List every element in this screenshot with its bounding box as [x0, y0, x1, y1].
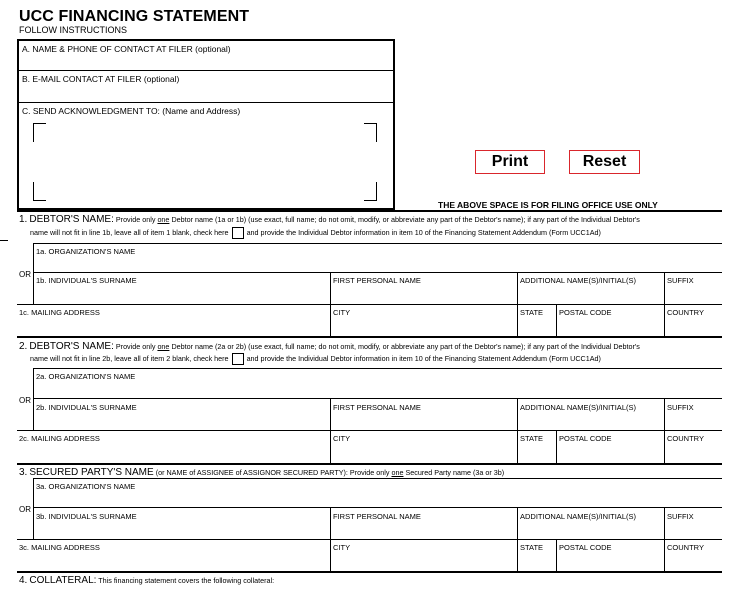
debtor1-checkbox[interactable] — [232, 227, 244, 239]
row-line — [33, 243, 722, 244]
section-divider — [17, 210, 722, 212]
debtor1-mailing-label: 1c. MAILING ADDRESS — [19, 308, 100, 317]
col-line — [517, 272, 518, 304]
secured-country-label: COUNTRY — [667, 543, 704, 552]
corner-mark-tr — [364, 123, 377, 142]
row-line — [33, 368, 722, 369]
filer-box — [17, 39, 395, 210]
debtor2-org-label: 2a. ORGANIZATION'S NAME — [36, 372, 136, 381]
debtor2-country-label: COUNTRY — [667, 434, 704, 443]
or-label: OR — [19, 270, 31, 279]
col-line — [330, 272, 331, 304]
debtor2-additional-label: ADDITIONAL NAME(S)/INITIAL(S) — [520, 403, 636, 412]
col-line — [517, 507, 518, 539]
reset-button[interactable]: Reset — [569, 150, 640, 174]
follow-instructions: FOLLOW INSTRUCTIONS — [19, 25, 128, 35]
debtor1-additional-label: ADDITIONAL NAME(S)/INITIAL(S) — [520, 276, 636, 285]
filer-line-b — [19, 102, 393, 103]
filer-email-label: B. E-MAIL CONTACT AT FILER (optional) — [22, 74, 180, 84]
secured-first-label: FIRST PERSONAL NAME — [333, 512, 421, 521]
secured-city-label: CITY — [333, 543, 351, 552]
col-line — [330, 507, 331, 539]
col-line — [556, 430, 557, 463]
or-label: OR — [19, 505, 31, 514]
col-line — [330, 398, 331, 430]
col-line — [556, 539, 557, 571]
debtor2-surname-label: 2b. INDIVIDUAL'S SURNAME — [36, 403, 137, 412]
col-line — [664, 507, 665, 539]
debtor2-instructions-2: name will not fit in line 2b, leave all of item 2 blank, check here and provide the Individual Debtor information in item 10 of the Financing Statement Addendum (Form UCC1Ad) — [30, 353, 601, 365]
secured-suffix-label: SUFFIX — [667, 512, 694, 521]
form-title: UCC FINANCING STATEMENT — [19, 8, 250, 25]
section-divider — [17, 571, 722, 573]
debtor1-state-label: STATE — [520, 308, 544, 317]
col-line — [330, 430, 331, 463]
filer-line-a — [19, 70, 393, 71]
row-line — [17, 304, 722, 305]
debtor1-surname-label: 1b. INDIVIDUAL'S SURNAME — [36, 276, 137, 285]
debtor1-city-label: CITY — [333, 308, 351, 317]
margin-tick — [0, 240, 8, 241]
row-line — [17, 539, 722, 540]
debtor1-instructions: 1. DEBTOR'S NAME: Provide only one Debtor name (1a or 1b) (use exact, full name; do not omit, modify, or abbreviate any part of the Debtor's name); if any part of the Individual Debtor's — [19, 214, 640, 225]
col-line — [664, 304, 665, 336]
col-line — [330, 304, 331, 336]
secured-mailing-label: 3c. MAILING ADDRESS — [19, 543, 100, 552]
row-line — [33, 398, 722, 399]
row-line — [17, 430, 722, 431]
debtor2-state-label: STATE — [520, 434, 544, 443]
row-line — [33, 507, 722, 508]
debtor2-mailing-label: 2c. MAILING ADDRESS — [19, 434, 100, 443]
row-line — [33, 478, 722, 479]
col-line — [664, 398, 665, 430]
row-line-v — [33, 243, 34, 304]
debtor2-instructions: 2. DEBTOR'S NAME: Provide only one Debtor name (2a or 2b) (use exact, full name; do not omit, modify, or abbreviate any part of the Debtor's name); if any part of the Individual Debtor's — [19, 341, 640, 352]
secured-additional-label: ADDITIONAL NAME(S)/INITIAL(S) — [520, 512, 636, 521]
or-label: OR — [19, 396, 31, 405]
secured-org-label: 3a. ORGANIZATION'S NAME — [36, 482, 136, 491]
debtor1-instructions-2: name will not fit in line 1b, leave all of item 1 blank, check here and provide the Individual Debtor information in item 10 of the Financing Statement Addendum (Form UCC1Ad) — [30, 227, 601, 239]
ack-address-field[interactable] — [29, 121, 381, 203]
debtor1-postal-label: POSTAL CODE — [559, 308, 612, 317]
debtor2-first-label: FIRST PERSONAL NAME — [333, 403, 421, 412]
collateral-instructions: 4. COLLATERAL: This financing statement covers the following collateral: — [19, 575, 275, 586]
secured-postal-label: POSTAL CODE — [559, 543, 612, 552]
debtor2-checkbox[interactable] — [232, 353, 244, 365]
row-line — [33, 272, 722, 273]
corner-mark-tl — [33, 123, 46, 142]
col-line — [664, 272, 665, 304]
debtor2-suffix-label: SUFFIX — [667, 403, 694, 412]
col-line — [556, 304, 557, 336]
col-line — [517, 398, 518, 430]
debtor2-postal-label: POSTAL CODE — [559, 434, 612, 443]
secured-instructions: 3. SECURED PARTY'S NAME (or NAME of ASSIGNEE of ASSIGNOR SECURED PARTY): Provide only one Secured Party name (3a or 3b) — [19, 467, 505, 478]
debtor1-org-label: 1a. ORGANIZATION'S NAME — [36, 247, 136, 256]
section-divider — [17, 336, 722, 338]
debtor2-city-label: CITY — [333, 434, 351, 443]
debtor1-suffix-label: SUFFIX — [667, 276, 694, 285]
col-line — [517, 539, 518, 571]
print-button[interactable]: Print — [475, 150, 545, 174]
secured-surname-label: 3b. INDIVIDUAL'S SURNAME — [36, 512, 137, 521]
corner-mark-br — [364, 182, 377, 201]
section-divider — [17, 463, 722, 465]
ack-label: C. SEND ACKNOWLEDGMENT TO: (Name and Address) — [22, 106, 241, 116]
secured-state-label: STATE — [520, 543, 544, 552]
corner-mark-bl — [33, 182, 46, 201]
debtor1-first-label: FIRST PERSONAL NAME — [333, 276, 421, 285]
col-line — [664, 539, 665, 571]
filer-contact-label: A. NAME & PHONE OF CONTACT AT FILER (optional) — [22, 44, 231, 54]
col-line — [517, 430, 518, 463]
filing-office-note: THE ABOVE SPACE IS FOR FILING OFFICE USE ONLY — [438, 200, 658, 210]
row-line-v — [33, 368, 34, 430]
col-line — [330, 539, 331, 571]
debtor1-country-label: COUNTRY — [667, 308, 704, 317]
col-line — [664, 430, 665, 463]
row-line-v — [33, 478, 34, 539]
col-line — [517, 304, 518, 336]
